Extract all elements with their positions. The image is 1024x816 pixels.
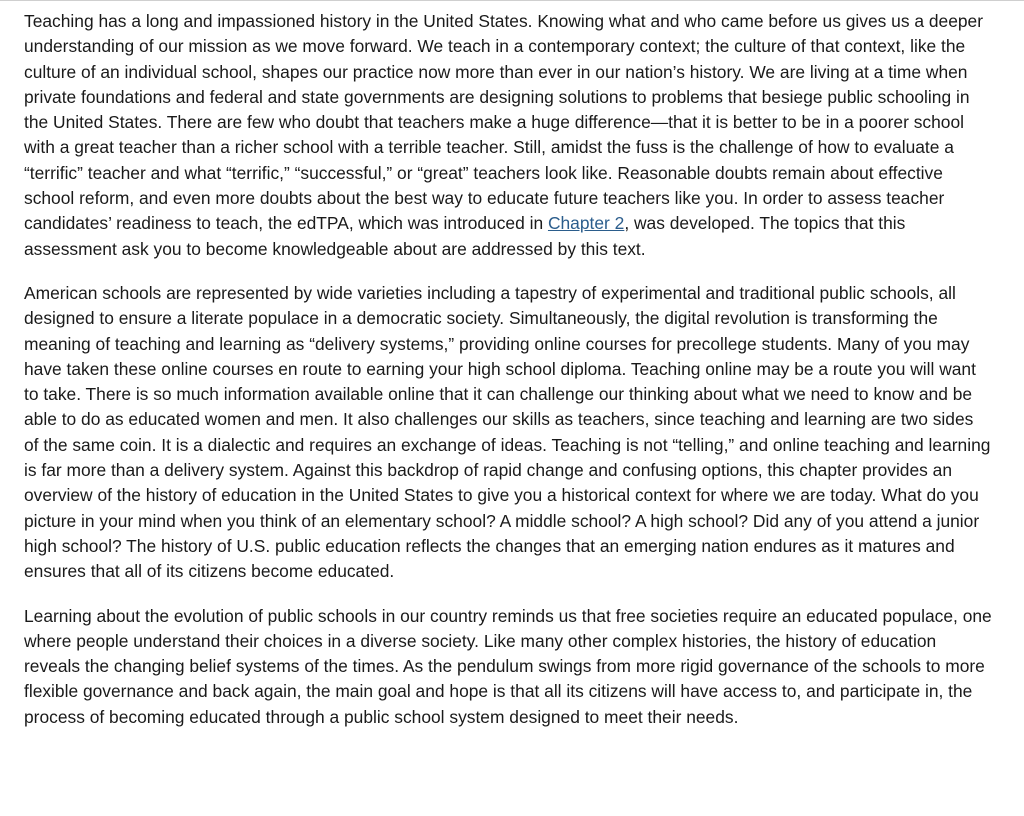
- paragraph-text: Teaching has a long and impassioned history in the United States. Knowing what and who came before us gives us a deeper understanding of our mission as we move forward. We teach in a contemporary context; the culture of that context, like the culture of an individual school, shapes our practice now more than ever in our nation’s history. We are living at a time when private foundations and federal and state governments are designing solutions to problems that besiege public schooling in the United States. There are few who doubt that teachers make a huge difference—that it is better to be in a poorer school with a great teacher than a richer school with a terrible teacher. Still, amidst the fuss is the challenge of how to evaluate a “terrific” teacher and what “terrific,” “successful,” or “great” teachers look like. Reasonable doubts remain about effective school reform, and even more doubts about the best way to educate future teachers like you. In order to assess teacher candidates’ readiness to teach, the edTPA, which was introduced in: [24, 11, 984, 234]
- article-body: [24, 9, 992, 749]
- chapter-2-link[interactable]: Chapter 2: [547, 213, 625, 234]
- paragraph-evolution: Learning about the evolution of public schools in our country reminds us that free societies require an educated populace, one where people understand their choices in a diverse society. Like many other complex histories, the history of education reveals the changing belief systems of the times. As the pendulum swings from more rigid governance of the schools to more flexible governance and back again, the main goal and hope is that all its citizens will have access to, and participate in, the process of becoming educated through a public school system designed to meet their needs.: [24, 605, 992, 727]
- paragraph-history-intro: [24, 9, 992, 262]
- paragraph-american-schools: American schools are represented by wide varieties including a tapestry of experimental and traditional public schools, all designed to ensure a literate populace in a democratic society. Simultaneously, the digital revolution is transforming the meaning of teaching and learning as “delivery systems,” providing online courses for precollege students. Many of you may have taken these online courses en route to earning your high school diploma. Teaching online may be a route you will want to take. There is so much information available online that it can challenge our thinking about what we need to know and be able to do as educated women and men. It also challenges our skills as teachers, since teaching and learning are two sides of the same coin. It is a dialectic and requires an exchange of ideas. Teaching is not “telling,” and online teaching and learning is far more than a delivery system. Against this backdrop of rapid change and confusing options, this chapter provides an overview of the history of education in the United States to give you a historical context for where we are today. What do you picture in your mind when you think of an elementary school? A middle school? A high school? Did any of you attend a junior high school? The history of U.S. public education reflects the changes that an emerging nation endures as it matures and ensures that all of its citizens become educated.: [24, 282, 991, 582]
- paragraph-text: , was developed. The topics that this assessment ask you to become knowledgeable about are addressed by this text.: [24, 213, 906, 259]
